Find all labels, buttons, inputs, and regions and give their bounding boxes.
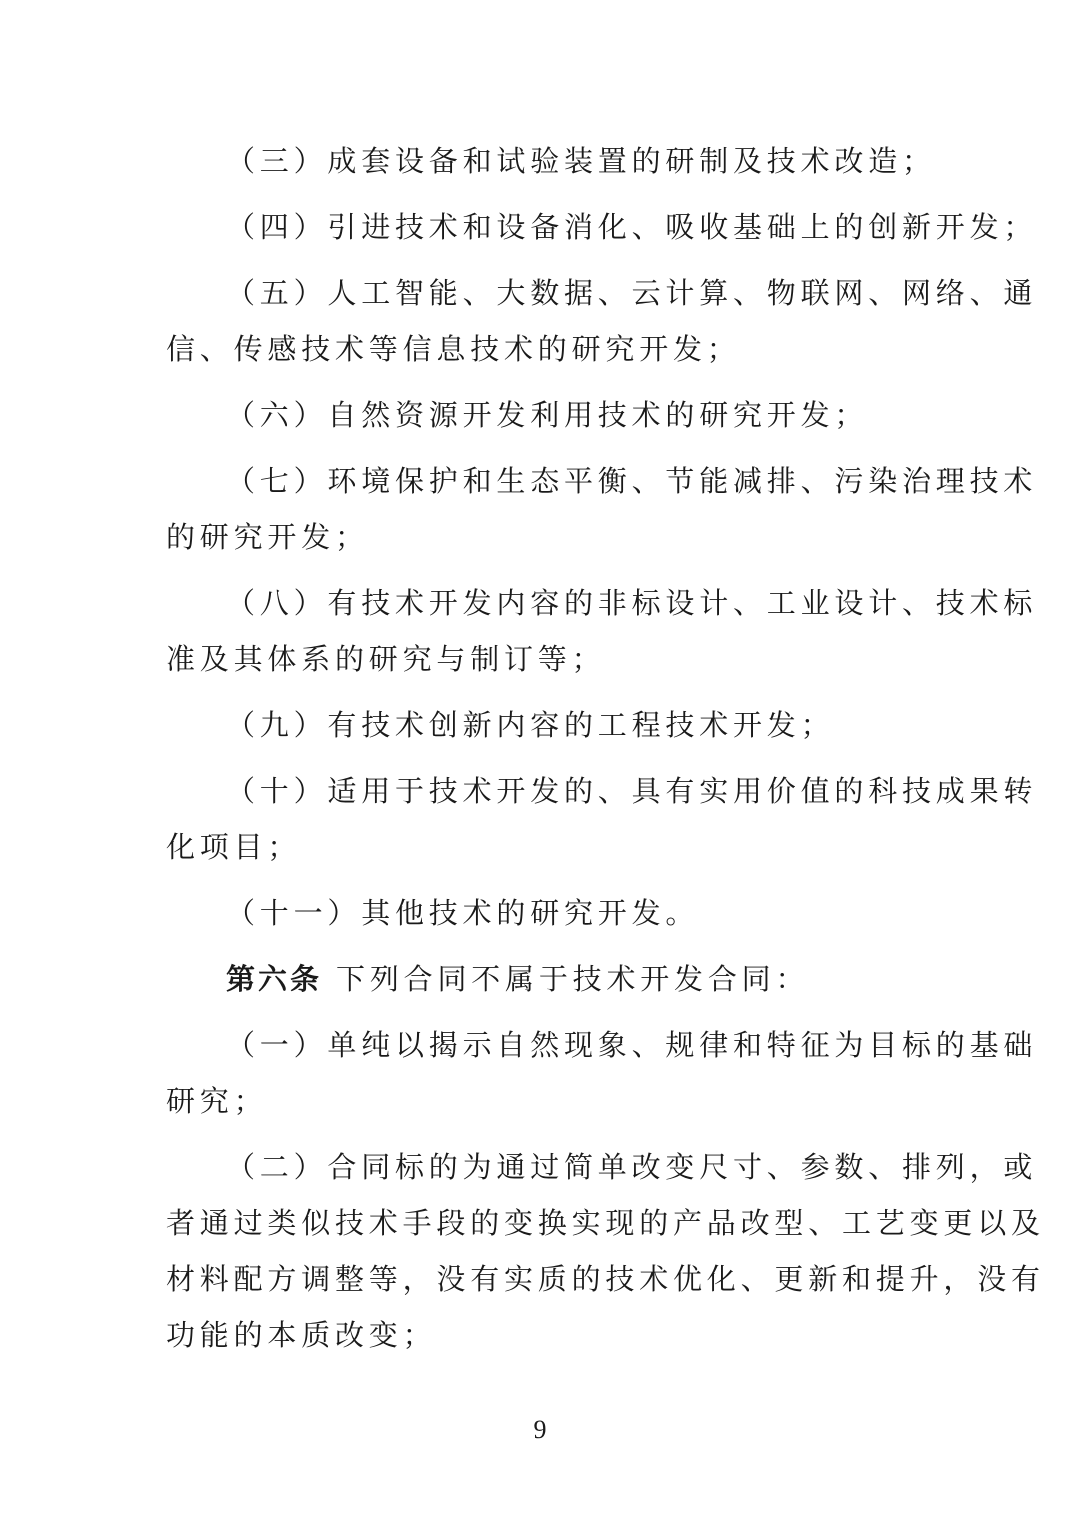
- exclusion-1-line-1: （一）单纯以揭示自然现象、规律和特征为目标的基础: [226, 1028, 1038, 1062]
- clause-10-line-2: 化项目；: [166, 830, 302, 864]
- clause-5-line-1: （五）人工智能、大数据、云计算、物联网、网络、通: [226, 276, 1038, 310]
- exclusion-1-line-2: 研究；: [166, 1084, 268, 1118]
- clause-9: （九）有技术创新内容的工程技术开发；: [226, 708, 835, 742]
- exclusion-2-line-1: （二）合同标的为通过简单改变尺寸、参数、排列，或: [226, 1150, 1038, 1184]
- article-6-heading: [226, 961, 926, 997]
- exclusion-2-line-2: 者通过类似技术手段的变换实现的产品改型、工艺变更以及: [166, 1206, 1045, 1240]
- article-6-text: 下列合同不属于技术开发合同：: [336, 962, 810, 996]
- clause-6: （六）自然资源开发利用技术的研究开发；: [226, 398, 869, 432]
- clause-7-line-1: （七）环境保护和生态平衡、节能减排、污染治理技术: [226, 464, 1038, 498]
- exclusion-2-line-4: 功能的本质改变；: [166, 1318, 437, 1352]
- page-number: 9: [533, 1415, 547, 1444]
- clause-10-line-1: （十）适用于技术开发的、具有实用价值的科技成果转: [226, 774, 1038, 808]
- clause-5-line-2: 信、传感技术等信息技术的研究开发；: [166, 332, 741, 366]
- clause-4: （四）引进技术和设备消化、吸收基础上的创新开发；: [226, 210, 1038, 244]
- clause-11: （十一）其他技术的研究开发。: [226, 896, 700, 930]
- clause-8-line-2: 准及其体系的研究与制订等；: [166, 642, 606, 676]
- clause-3: （三）成套设备和试验装置的研制及技术改造；: [226, 144, 936, 178]
- exclusion-2-line-3: 材料配方调整等，没有实质的技术优化、更新和提升，没有: [166, 1262, 1045, 1296]
- article-label: 第六条: [226, 962, 323, 996]
- clause-7-line-2: 的研究开发；: [166, 520, 369, 554]
- clause-8-line-1: （八）有技术开发内容的非标设计、工业设计、技术标: [226, 586, 1038, 620]
